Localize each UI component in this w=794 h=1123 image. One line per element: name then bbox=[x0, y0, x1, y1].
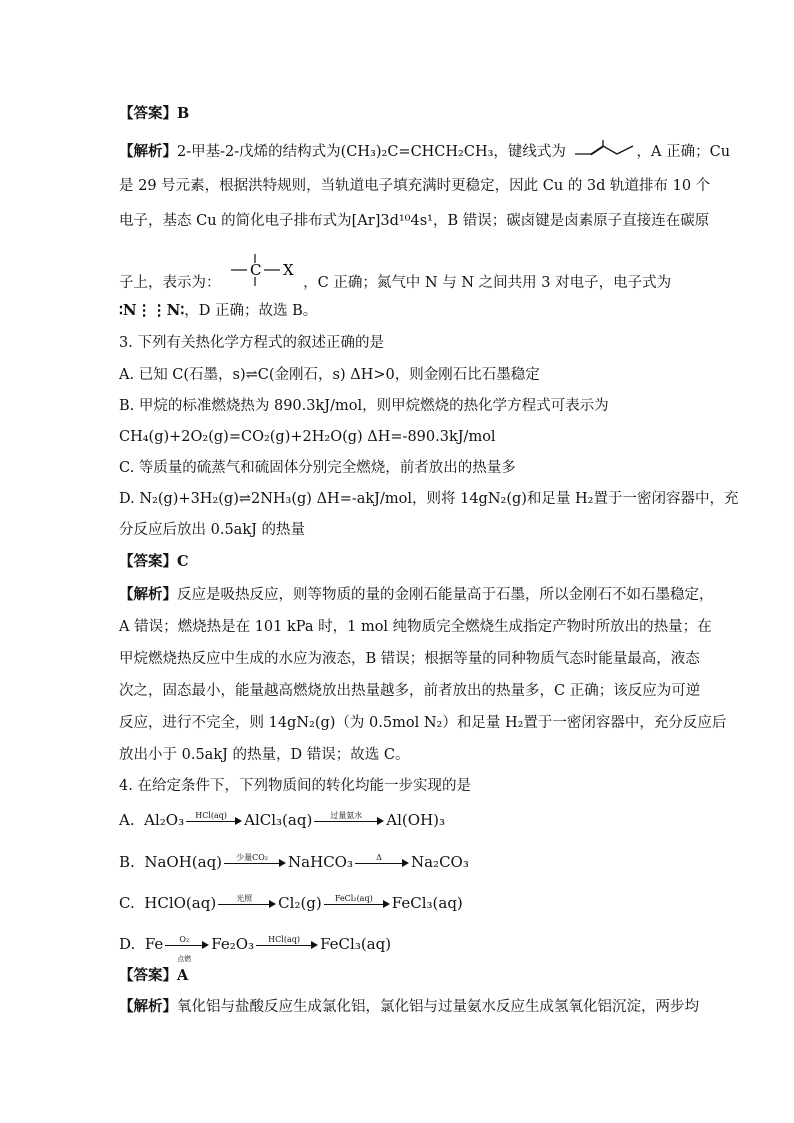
q4-option-d: D. Fe O₂ 点燃 Fe₂O₃ HCl(aq) FeCl₃(aq) bbox=[119, 935, 392, 963]
reaction-arrow-icon: O₂ 点燃 bbox=[165, 939, 209, 951]
reaction-arrow-icon: 少量CO₂ bbox=[224, 857, 286, 869]
q3-explanation-line-4: 次之，固态最小，能量越高燃烧放出热量越多，前者放出的热量多，C 正确；该反应为可逆 bbox=[119, 683, 701, 699]
q3-explanation-line-6: 放出小于 0.5akJ 的热量，D 错误；故选 C。 bbox=[119, 747, 410, 763]
q3-option-d-line-1: D. N₂(g)+3H₂(g)⇌2NH₃(g) ΔH=-akJ/mol，则将 14gN₂(g)和足量 H₂置于一密闭容器中，充 bbox=[119, 491, 739, 507]
q3-option-c: C. 等质量的硫蒸气和硫固体分别完全燃烧，前者放出的热量多 bbox=[119, 460, 516, 476]
nitrogen-electron-formula: ∶N⋮⋮N∶ bbox=[119, 301, 185, 319]
q4-option-c: C. HClO(aq) 光照 Cl₂(g) FeCl₂(aq) FeCl₃(aq) bbox=[119, 894, 463, 912]
q4-stem: 4. 在给定条件下，下列物质间的转化均能一步实现的是 bbox=[119, 778, 471, 794]
carbon-halogen-bond-icon bbox=[229, 253, 299, 287]
q3-answer: 【答案】C bbox=[119, 553, 189, 570]
q2-explanation-line-1: 【解析】2-甲基-2-戊烯的结构式为(CH₃)₂C=CHCH₂CH₃，键线式为 ，A 正确；Cu bbox=[119, 140, 730, 164]
q3-stem: 3. 下列有关热化学方程式的叙述正确的是 bbox=[119, 335, 384, 351]
explanation-tag: 【解析】 bbox=[119, 586, 177, 603]
explanation-tag: 【解析】 bbox=[119, 143, 177, 160]
reaction-arrow-icon: Δ bbox=[355, 857, 409, 869]
q2-explanation-line-3: 电子，基态 Cu 的简化电子排布式为[Ar]3d¹⁰4s¹，B 错误；碳卤键是卤素原子直接连在碳原 bbox=[119, 213, 710, 229]
q4-option-b: B. NaOH(aq) 少量CO₂ NaHCO₃ Δ Na₂CO₃ bbox=[119, 853, 469, 871]
explanation-tag: 【解析】 bbox=[119, 998, 177, 1015]
q4-option-a: A. Al₂O₃ HCl(aq) AlCl₃(aq) 过量氨水 Al(OH)₃ bbox=[119, 811, 446, 829]
q3-option-b-line-1: B. 甲烷的标准燃烧热为 890.3kJ/mol，则甲烷燃烧的热化学方程式可表示为 bbox=[119, 398, 609, 414]
q3-explanation-line-5: 反应，进行不完全，则 14gN₂(g)（为 0.5mol N₂）和足量 H₂置于一密闭容器中，充分反应后 bbox=[119, 715, 727, 731]
carbon-label: C bbox=[250, 261, 262, 279]
q3-option-a: A. 已知 C(石墨，s)⇌C(金刚石，s) ΔH>0，则金刚石比石墨稳定 bbox=[119, 367, 540, 383]
q2-answer: 【答案】B bbox=[119, 105, 190, 122]
q2-explanation-line-5: ∶N⋮⋮N∶，D 正确；故选 B。 bbox=[119, 301, 318, 319]
q4-explanation-line-1: 【解析】氧化铝与盐酸反应生成氯化铝，氯化铝与过量氨水反应生成氢氧化铝沉淀，两步均 bbox=[119, 998, 699, 1015]
q4-answer: 【答案】A bbox=[119, 967, 189, 984]
reaction-arrow-icon: FeCl₂(aq) bbox=[324, 898, 390, 910]
skeletal-formula-icon bbox=[571, 140, 637, 164]
reaction-arrow-icon: 过量氨水 bbox=[314, 815, 384, 827]
halogen-label: X bbox=[283, 261, 294, 279]
q3-explanation-line-2: A 错误；燃烧热是在 101 kPa 时，1 mol 纯物质完全燃烧生成指定产物时所放出的热量；在 bbox=[119, 619, 712, 635]
q3-explanation-line-3: 甲烷燃烧热反应中生成的水应为液态，B 错误；根据等量的同种物质气态时能量最高，液态 bbox=[119, 651, 700, 667]
q2-explanation-line-4: 子上，表示为： C X ，C 正确；氮气中 N 与 N 之间共用 3 对电子，电子式为 bbox=[119, 253, 671, 293]
carbon-halogen-bond-formula bbox=[229, 253, 299, 287]
reaction-arrow-icon: HCl(aq) bbox=[186, 815, 242, 827]
q3-explanation-line-1: 【解析】反应是吸热反应，则等物质的量的金刚石能量高于石墨，所以金刚石不如石墨稳定， bbox=[119, 586, 714, 603]
q3-option-b-line-2: CH₄(g)+2O₂(g)=CO₂(g)+2H₂O(g) ΔH=-890.3kJ/mol bbox=[119, 429, 496, 445]
q3-option-d-line-2: 分反应后放出 0.5akJ 的热量 bbox=[119, 522, 306, 538]
q2-explanation-line-2: 是 29 号元素，根据洪特规则，当轨道电子填充满时更稳定，因此 Cu 的 3d 轨道排布 10 个 bbox=[119, 178, 711, 194]
reaction-arrow-icon: 光照 bbox=[218, 898, 276, 910]
reaction-arrow-icon: HCl(aq) bbox=[256, 939, 318, 951]
